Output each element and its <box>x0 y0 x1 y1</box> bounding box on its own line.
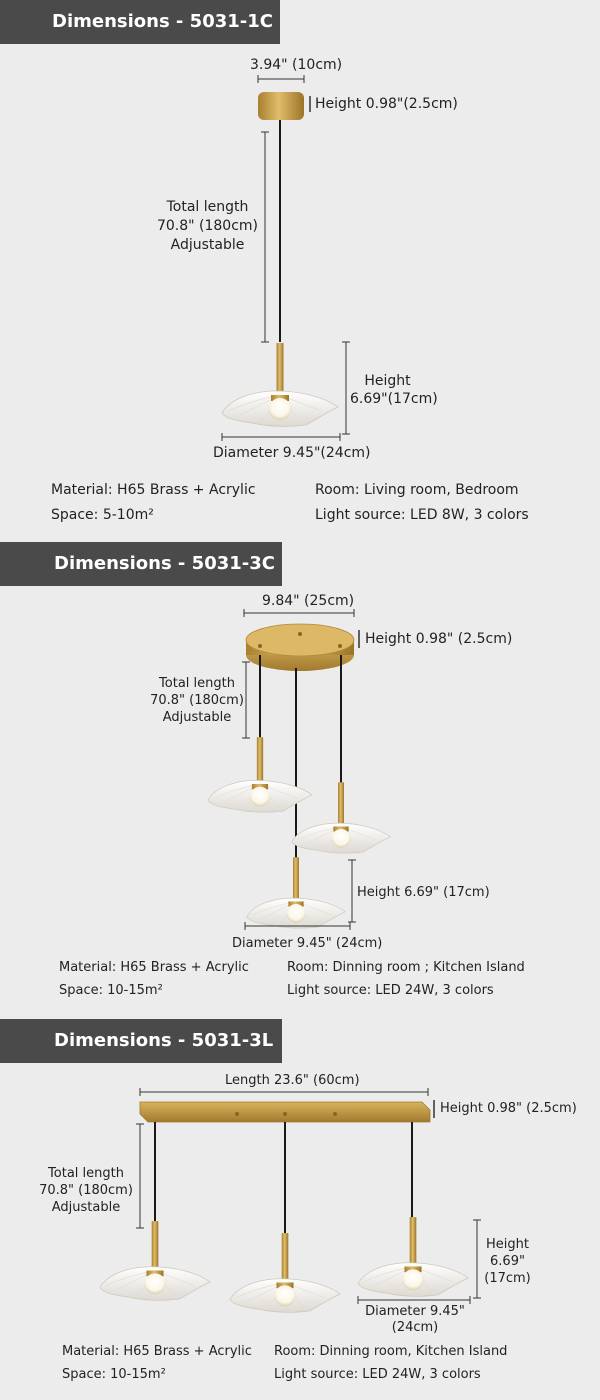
canopy-height-label: Height 0.98"(2.5cm) <box>315 96 458 112</box>
total-length-label: Total length 70.8" (180cm) Adjustable <box>150 676 244 725</box>
material-spec: Material: H65 Brass + Acrylic <box>59 960 249 975</box>
space-spec: Space: 10-15m² <box>59 983 163 998</box>
space-spec: Space: 10-15m² <box>62 1367 166 1382</box>
total-length-label: Total length 70.8" (180cm) Adjustable <box>156 199 259 253</box>
diameter-label: Diameter 9.45"(24cm) <box>213 445 371 461</box>
pendant-3c-drawing <box>208 609 390 930</box>
canopy-height-label: Height 0.98" (2.5cm) <box>440 1101 577 1116</box>
pendant-1c-drawing <box>222 75 350 441</box>
shade-height-label: Height 6.69" (17cm) <box>357 885 490 900</box>
canopy-length-label: Length 23.6" (60cm) <box>225 1073 360 1088</box>
total-length-label: Total length 70.8" (180cm) Adjustable <box>39 1166 133 1215</box>
section-3l-title: Dimensions - 5031-3L <box>0 1019 282 1063</box>
material-spec: Material: H65 Brass + Acrylic <box>62 1344 252 1359</box>
section-1c-title: Dimensions - 5031-1C <box>0 0 280 44</box>
light-source-spec: Light source: LED 8W, 3 colors <box>315 507 529 523</box>
canopy-width-label: 9.84" (25cm) <box>262 593 355 609</box>
pendant-3l-drawing <box>100 1088 481 1312</box>
shade-height-label: Height 6.69" (17cm) <box>484 1237 531 1286</box>
room-spec: Room: Dinning room ; Kitchen Island <box>287 960 525 975</box>
room-spec: Room: Dinning room, Kitchen Island <box>274 1344 508 1359</box>
material-spec: Material: H65 Brass + Acrylic <box>51 482 256 498</box>
room-spec: Room: Living room, Bedroom <box>315 482 519 498</box>
diameter-label: Diameter 9.45" (24cm) <box>365 1304 465 1335</box>
diameter-label: Diameter 9.45" (24cm) <box>232 936 383 951</box>
canopy-height-label: Height 0.98" (2.5cm) <box>365 631 513 647</box>
canopy-width-label: 3.94" (10cm) <box>250 57 343 73</box>
section-3c-title: Dimensions - 5031-3C <box>0 542 282 586</box>
light-source-spec: Light source: LED 24W, 3 colors <box>287 983 494 998</box>
light-source-spec: Light source: LED 24W, 3 colors <box>274 1367 481 1382</box>
shade-height-label: Height 6.69"(17cm) <box>350 373 438 407</box>
space-spec: Space: 5-10m² <box>51 507 154 523</box>
